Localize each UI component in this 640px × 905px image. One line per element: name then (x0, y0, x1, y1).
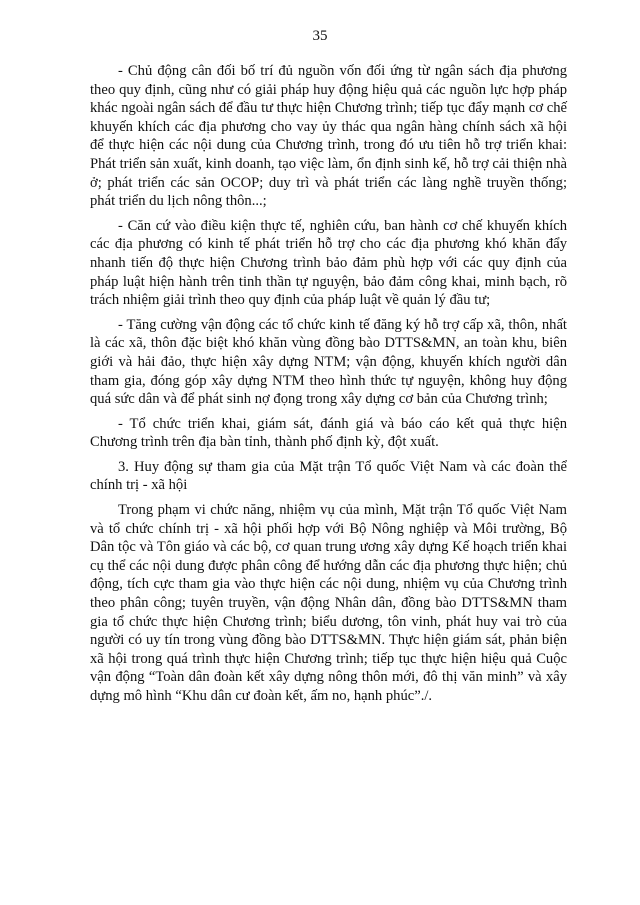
paragraph-monitoring-reporting: - Tổ chức triển khai, giám sát, đánh giá và báo cáo kết quả thực hiện Chương trình trên địa bàn tỉnh, thành phố định kỳ, đột xuất. (90, 415, 567, 451)
page-number: 35 (312, 28, 328, 44)
paragraph-incentive-mechanism: - Căn cứ vào điều kiện thực tế, nghiên cứu, ban hành cơ chế khuyến khích các địa phương có kinh tế phát triển hỗ trợ cho các địa phương khó khăn đẩy nhanh tiến độ thực hiện Chương trình bảo đảm phù hợp với các quy định của pháp luật hiện hành trên tinh thần tự nguyện, bảo đảm công khai, minh bạch, rõ trách nhiệm giải trình theo quy định của pháp luật về quản lý đầu tư; (90, 217, 567, 309)
section-heading: 3. Huy động sự tham gia của Mặt trận Tổ quốc Việt Nam và các đoàn thể chính trị - xã hội (90, 458, 567, 494)
paragraph-budget-allocation: - Chủ động cân đối bố trí đủ nguồn vốn đối ứng từ ngân sách địa phương theo quy định, cũng như có giải pháp huy động hiệu quả các nguồn lực hợp pháp khác ngoài ngân sách để đầu tư thực hiện Chương trình; tiếp tục đẩy mạnh cơ chế khuyến khích các địa phương cho vay ủy thác qua ngân hàng chính sách xã hội để thực hiện các nội dung của Chương trình, trong đó ưu tiên hỗ trợ triển khai: Phát triển sản xuất, kinh doanh, tạo việc làm, ổn định sinh kế, hỗ trợ cải thiện nhà ở; phát triển các sản OCOP; duy trì và phát triển các làng nghề truyền thống; phát triển du lịch nông thôn...; (90, 63, 567, 210)
paragraph-fatherland-front: Trong phạm vi chức năng, nhiệm vụ của mình, Mặt trận Tổ quốc Việt Nam và tổ chức chính trị - xã hội phối hợp với Bộ Nông nghiệp và Môi trường, Bộ Dân tộc và Tôn giáo và các bộ, cơ quan trung ương xây dựng Kế hoạch triển khai cụ thể các nội dung được phân công để hướng dẫn các địa phương thực hiện; chủ động, tích cực tham gia vào thực hiện các nội dung, nhiệm vụ của Chương trình theo phân công; tuyên truyền, vận động Nhân dân, đồng bào DTTS&MN tham gia tổ chức thực hiện Chương trình; biểu dương, tôn vinh, phát huy vai trò của người có uy tín trong vùng đồng bào DTTS&MN. Thực hiện giám sát, phản biện xã hội trong quá trình thực hiện Chương trình; tiếp tục thực hiện hiệu quả Cuộc vận động “Toàn dân đoàn kết xây dựng nông thôn mới, đô thị văn minh” và xây dựng mô hình “Khu dân cư đoàn kết, ấm no, hạnh phúc”./. (90, 502, 567, 704)
paragraph-mobilize-economic-orgs: - Tăng cường vận động các tổ chức kinh tế đăng ký hỗ trợ cấp xã, thôn, nhất là các xã, thôn đặc biệt khó khăn vùng đồng bào DTTS&MN, an toàn khu, biên giới và hải đảo, thực hiện xây dựng NTM; vận động, khuyến khích người dân tham gia, đóng góp xây dựng NTM theo hình thức tự nguyện, không huy động quá sức dân và để phát sinh nợ đọng trong xây dựng cơ bản của Chương trình; (90, 316, 567, 408)
document-body (90, 62, 567, 712)
